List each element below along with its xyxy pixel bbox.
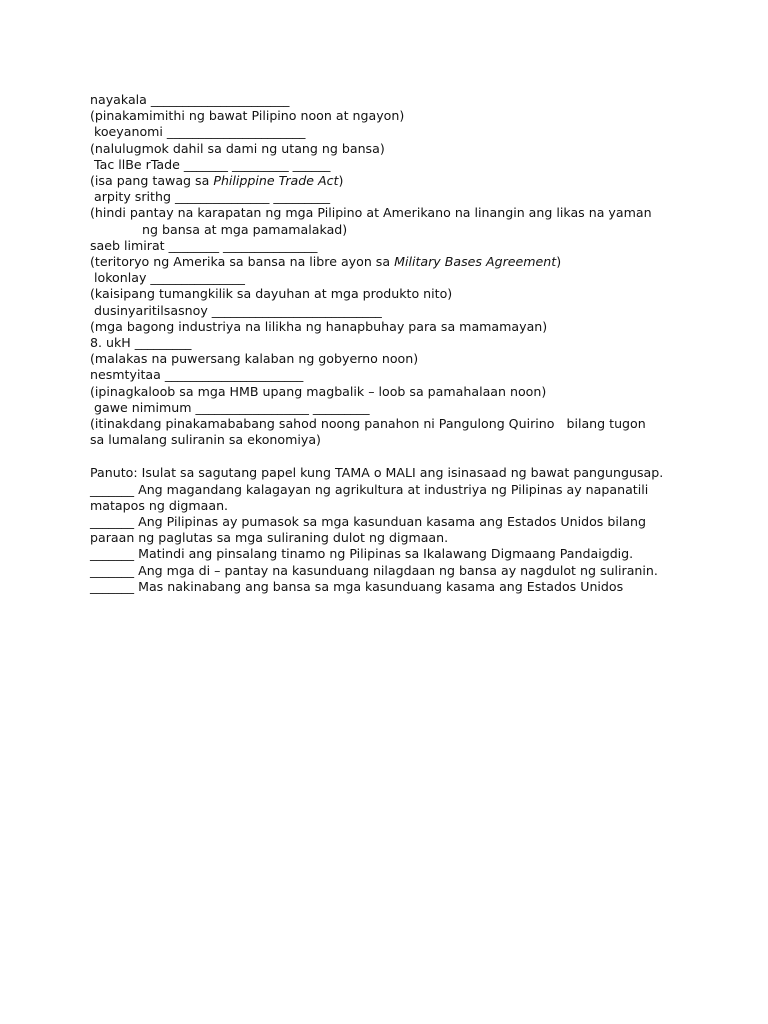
clue-italic-text: Military Bases Agreement [394,254,557,270]
clue-text: ) [338,173,344,189]
scrambled-term: arpity srithg _______________ _________ [90,189,331,205]
scrambled-term: Tac llBe rTade _______ _________ ______ [90,156,331,172]
worksheet-content [90,92,690,595]
true-false-statement: _______ Matindi ang pinsalang tinamo ng Pilipinas sa Ikalawang Digmaang Pandaigdig. [90,546,634,562]
section-spacer [90,448,690,465]
term-clue: (mga bagong industriya na lilikha ng hanapbuhay para sa mamamayan) [90,318,548,334]
instruction-text: Panuto: Isulat sa sagutang papel kung TAMA o MALI ang isinasaad ng bawat pangungusap. [90,465,664,481]
scrambled-term: koeyanomi ______________________ [90,124,306,140]
clue-text: (teritoryo ng Amerika sa bansa na libre ayon sa [90,254,395,270]
term-clue: (itinakdang pinakamababang sahod noong panahon ni Pangulong Quirino bilang tugon [90,416,646,432]
term-clue-continuation: sa lumalang suliranin sa ekonomiya) [90,432,321,448]
clue-text: ) [556,254,562,270]
term-clue [90,173,690,189]
scrambled-term: 8. ukH _________ [90,335,192,351]
scrambled-term: nayakala ______________________ [90,92,290,107]
term-clue: (nalulugmok dahil sa dami ng utang ng bansa) [90,140,385,156]
clue-text: (isa pang tawag sa [90,173,214,189]
term-clue-continuation: ng bansa at mga pamamalakad) [142,221,348,237]
scrambled-term: nesmtyitaa ______________________ [90,367,304,383]
scrambled-term: gawe nimimum __________________ _________ [90,399,370,415]
true-false-statement: _______ Ang Pilipinas ay pumasok sa mga kasunduan kasama ang Estados Unidos bilang paraan ng paglutas sa mga suliraning dulot ng digmaan. [90,514,647,546]
term-clue [90,254,690,270]
term-clue: (malakas na puwersang kalaban ng gobyerno noon) [90,351,419,367]
clue-italic-text: Philippine Trade Act [213,173,339,189]
term-clue: (hindi pantay na karapatan ng mga Pilipino at Amerikano na linangin ang likas na yaman [90,205,652,221]
term-clue: (kaisipang tumangkilik sa dayuhan at mga produkto nito) [90,286,453,302]
term-clue: (pinakamimithi ng bawat Pilipino noon at ngayon) [90,108,405,124]
true-false-statement: _______ Mas nakinabang ang bansa sa mga kasunduang kasama ang Estados Unidos [90,578,624,594]
true-false-statement: _______ Ang mga di – pantay na kasunduang nilagdaan ng bansa ay nagdulot ng suliranin. [90,562,658,578]
true-false-statement: _______ Ang magandang kalagayan ng agrikultura at industriya ng Pilipinas ay napanatili matapos ng digmaan. [90,481,649,513]
term-clue: (ipinagkaloob sa mga HMB upang magbalik – loob sa pamahalaan noon) [90,383,547,399]
scrambled-term: dusinyaritilsasnoy ___________________________ [90,302,382,318]
scrambled-term: saeb limirat ________ _______________ [90,237,318,253]
scrambled-term: lokonlay _______________ [90,270,245,286]
